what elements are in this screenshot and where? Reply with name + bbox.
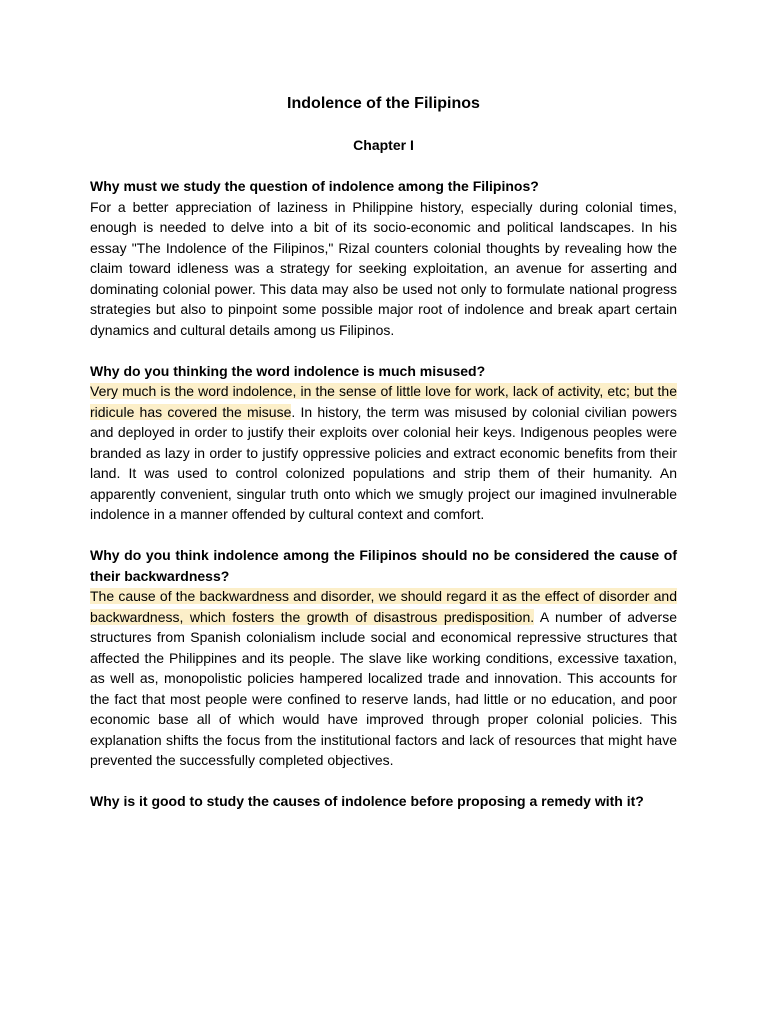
answer-paragraph: [90, 197, 677, 341]
document-page: [90, 92, 677, 812]
highlighted-text: The cause of the backwardness and disorder, we should regard it as the effect of disorder and backwardness, which fosters the growth of disastrous predisposition.: [90, 588, 677, 625]
section-misused: [90, 361, 677, 525]
answer-text: . In history, the term was misused by colonial civilian powers and deployed in order to justify their exploits over colonial heir keys. Indigenous peoples were branded as lazy in order to justify oppressive policies and extract economic benefits from their land. It was used to control colonized populations and strip them of their humanity. An apparently convenient, singular truth onto which we smugly project our imagined invulnerable indolence in a manner offended by cultural context and comfort.: [90, 403, 677, 522]
question-heading: Why is it good to study the causes of indolence before proposing a remedy with it?: [90, 793, 644, 809]
section-causes-before-remedy: [90, 791, 677, 812]
spacer: [90, 340, 677, 361]
answer-paragraph: [90, 586, 677, 771]
answer-text: A number of adverse structures from Spanish colonialism include social and economical repressive structures that affected the Philippines and its people. The slave like working conditions, excessive taxation, as well as, monopolistic policies hampered localized trade and innovation. This accounts for the fact that most people were confined to reserve lands, had little or no education, and poor economic base all of which would have improved through proper colonial policies. This explanation shifts the focus from the institutional factors and lack of resources that might have prevented the successfully completed objectives.: [90, 608, 678, 768]
question-heading: Why do you thinking the word indolence is much misused?: [90, 362, 486, 379]
answer-paragraph: [90, 381, 677, 525]
answer-text: For a better appreciation of laziness in Philippine history, especially during colonial times, enough is needed to delve into a bit of its socio-economic and political landscapes. In his essay "The Indolence of the Filipinos," Rizal counters colonial thoughts by revealing how the claim toward idleness was a strategy for seeking exploitation, an avenue for asserting and dominating colonial power. This data may also be used not only to formulate national progress strategies but also to pinpoint some possible major root of indolence and break apart certain dynamics and cultural details among us Filipinos.: [90, 198, 677, 338]
question-heading: Why must we study the question of indolence among the Filipinos?: [90, 178, 539, 194]
section-why-study: [90, 176, 677, 340]
section-backwardness: [90, 545, 677, 771]
chapter-heading: Chapter I: [353, 137, 414, 153]
question-heading: Why do you think indolence among the Filipinos should no be considered the cause of their backwardness?: [90, 547, 677, 584]
spacer: [90, 771, 677, 792]
highlighted-text: Very much is the word indolence, in the sense of little love for work, lack of activity, etc; but the ridicule has covered the misuse: [90, 383, 677, 420]
document-title: Indolence of the Filipinos: [287, 95, 480, 112]
spacer: [90, 525, 677, 546]
spacer: [90, 155, 677, 176]
